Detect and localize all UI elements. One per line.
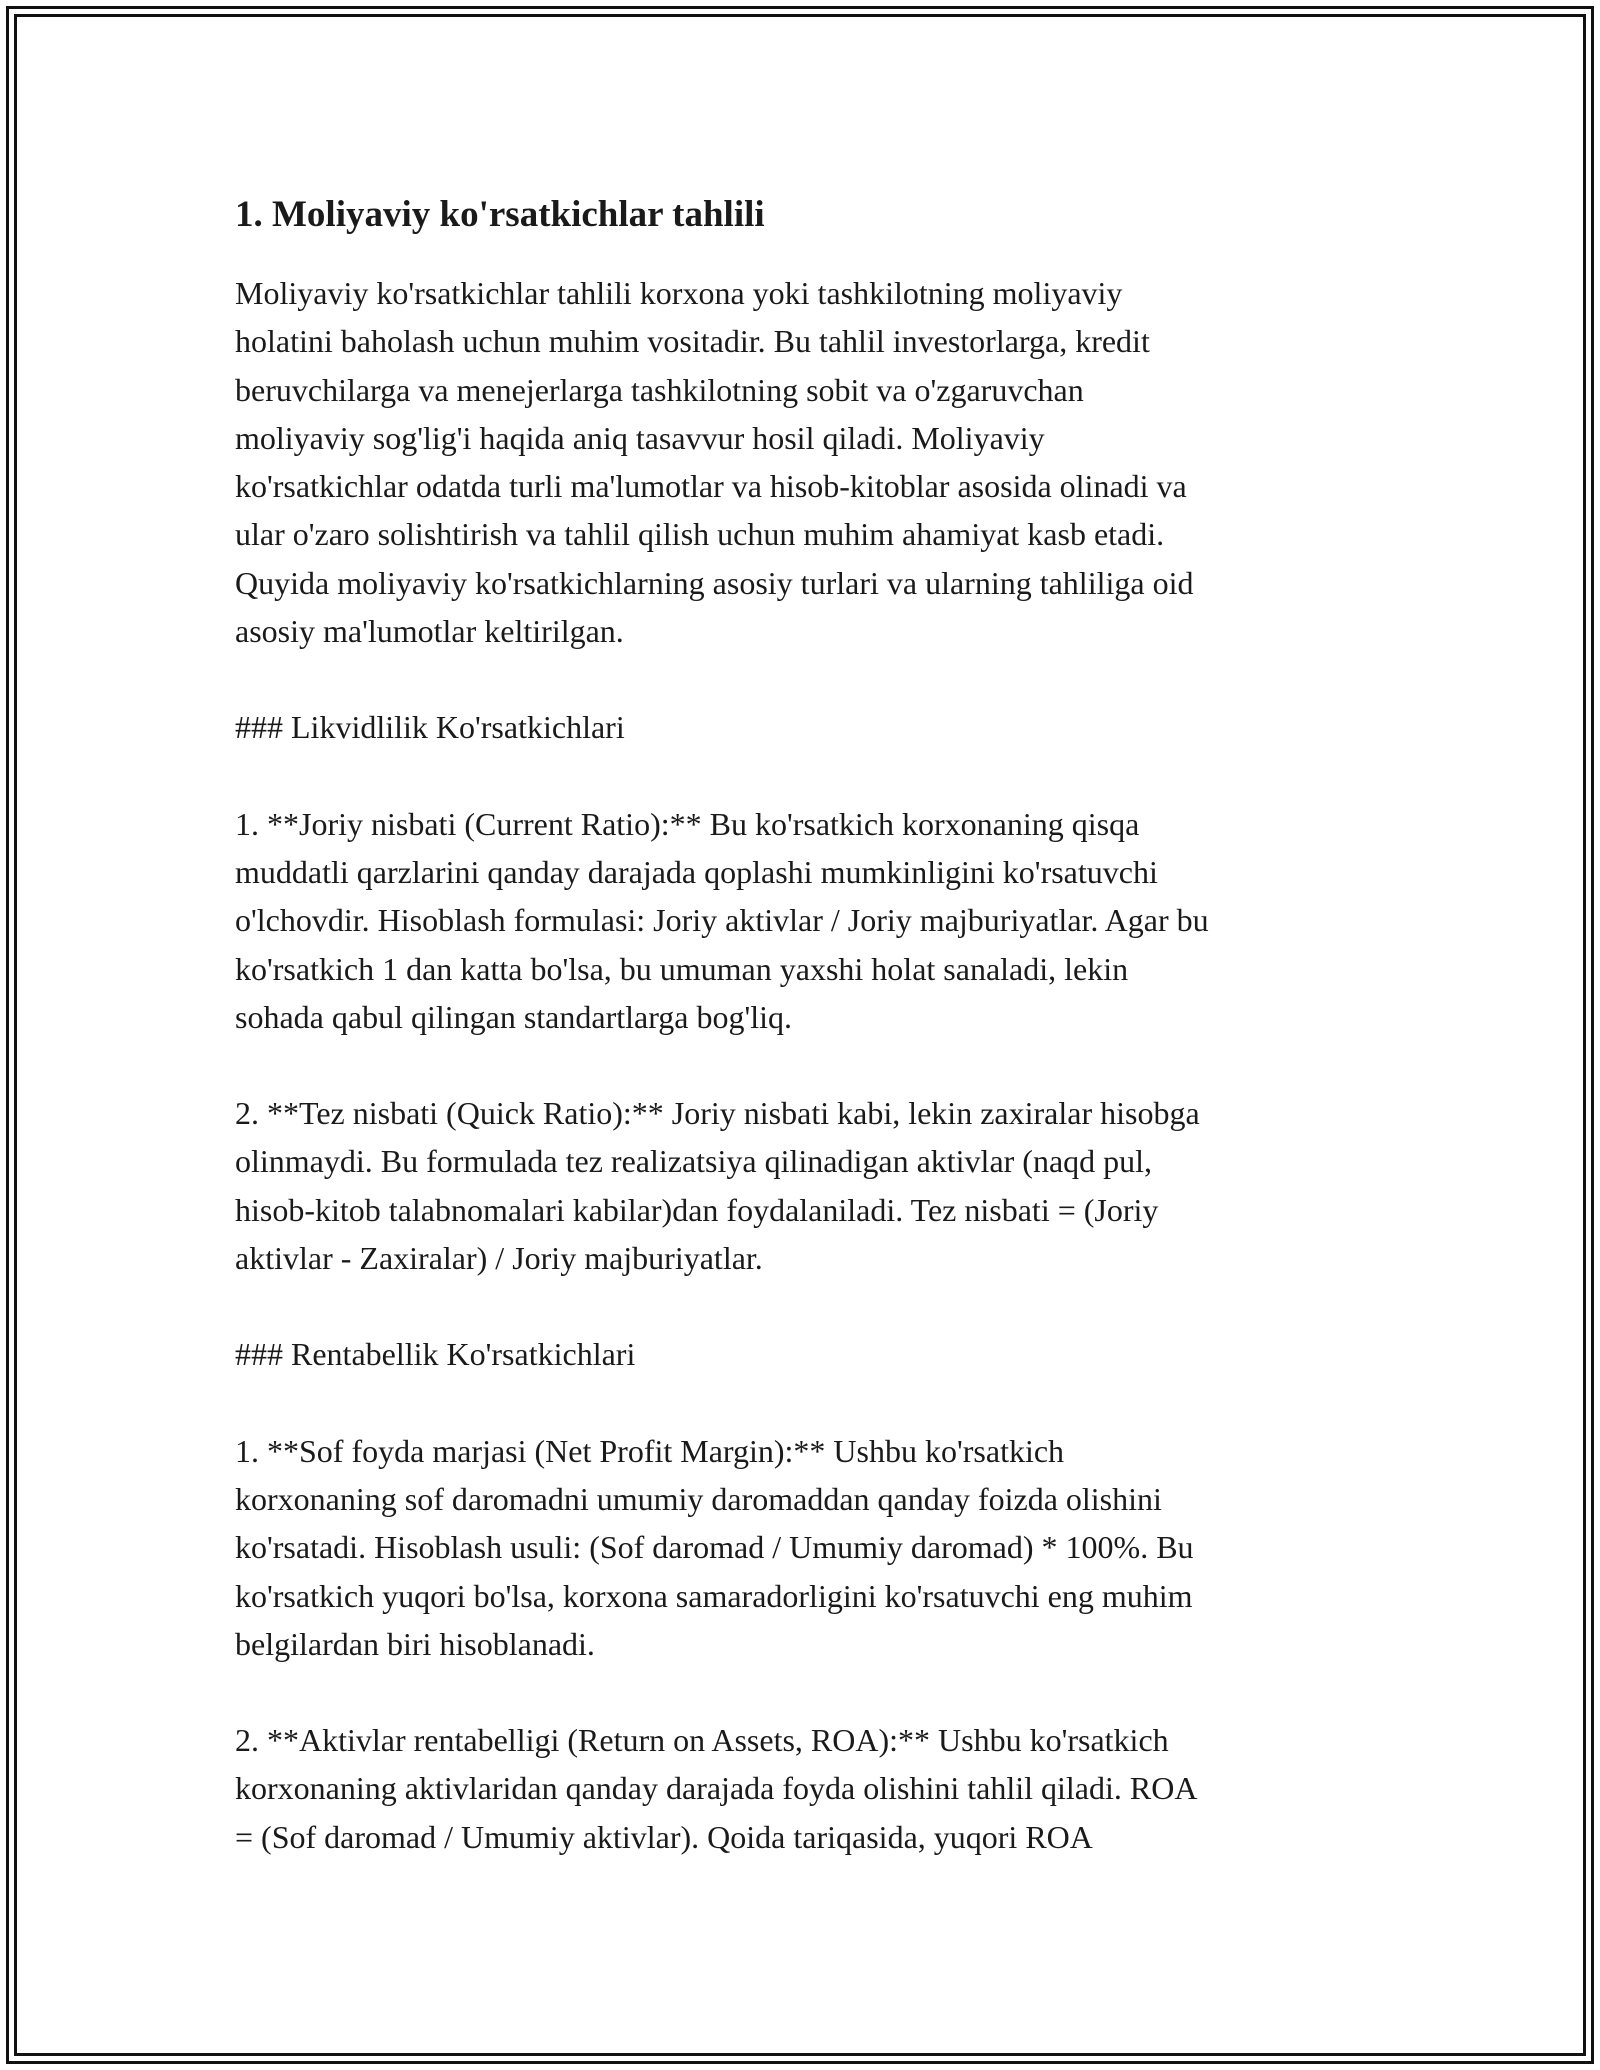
paragraph-return-on-assets: 2. **Aktivlar rentabelligi (Return on Assets, ROA):** Ushbu ko'rsatkich korxonaning aktivlaridan qanday darajada foyda olishini tahlil qiladi. ROA = (Sof daromad / Umumiy aktivlar). Qoida tariqasida, yuqori ROA	[235, 1722, 1198, 1855]
document-title: 1. Moliyaviy ko'rsatkichlar tahlili	[235, 194, 765, 235]
section-heading-profitability: ### Rentabellik Ko'rsatkichlari	[235, 1336, 636, 1373]
paragraph-net-profit-margin: 1. **Sof foyda marjasi (Net Profit Margin):** Ushbu ko'rsatkich korxonaning sof daromadni umumiy daromaddan qanday foizda olishini ko'rsatadi. Hisoblash usuli: (Sof daromad / Umumiy daromad) * 100%. Bu ko'rsatkich yuqori bo'lsa, korxona samaradorligini ko'rsatuvchi eng muhim belgilardan biri hisoblanadi.	[235, 1432, 1194, 1662]
section-heading-liquidity: ### Likvidlilik Ko'rsatkichlari	[235, 709, 625, 746]
document-body	[235, 185, 1370, 1909]
paragraph-current-ratio: 1. **Joriy nisbati (Current Ratio):** Bu ko'rsatkich korxonaning qisqa muddatli qarzlarini qanday darajada qoplashi mumkinligini ko'rsatuvchi o'lchovdir. Hisoblash formulasi: Joriy aktivlar / Joriy majburiyatlar. Agar bu ko'rsatkich 1 dan katta bo'lsa, bu umuman yaxshi holat sanaladi, lekin sohada qabul qilingan standartlarga bog'liq.	[235, 805, 1209, 1035]
intro-paragraph: Moliyaviy ko'rsatkichlar tahlili korxona yoki tashkilotning moliyaviy holatini baholash uchun muhim vositadir. Bu tahlil investorlarga, kredit beruvchilarga va menejerlarga tashkilotning sobit va o'zgaruvchan moliyaviy sog'lig'i haqida aniq tasavvur hosil qiladi. Moliyaviy ko'rsatkichlar odatda turli ma'lumotlar va hisob-kitoblar asosida olinadi va ular o'zaro solishtirish va tahlil qilish uchun muhim ahamiyat kasb etadi. Quyida moliyaviy ko'rsatkichlarning asosiy turlari va ularning tahliliga oid asosiy ma'lumotlar keltirilgan.	[235, 275, 1194, 650]
paragraph-quick-ratio: 2. **Tez nisbati (Quick Ratio):** Joriy nisbati kabi, lekin zaxiralar hisobga olinmaydi. Bu formulada tez realizatsiya qilinadigan aktivlar (naqd pul, hisob-kitob talabnomalari kabilar)dan foydalaniladi. Tez nisbati = (Joriy aktivlar - Zaxiralar) / Joriy majburiyatlar.	[235, 1095, 1200, 1277]
